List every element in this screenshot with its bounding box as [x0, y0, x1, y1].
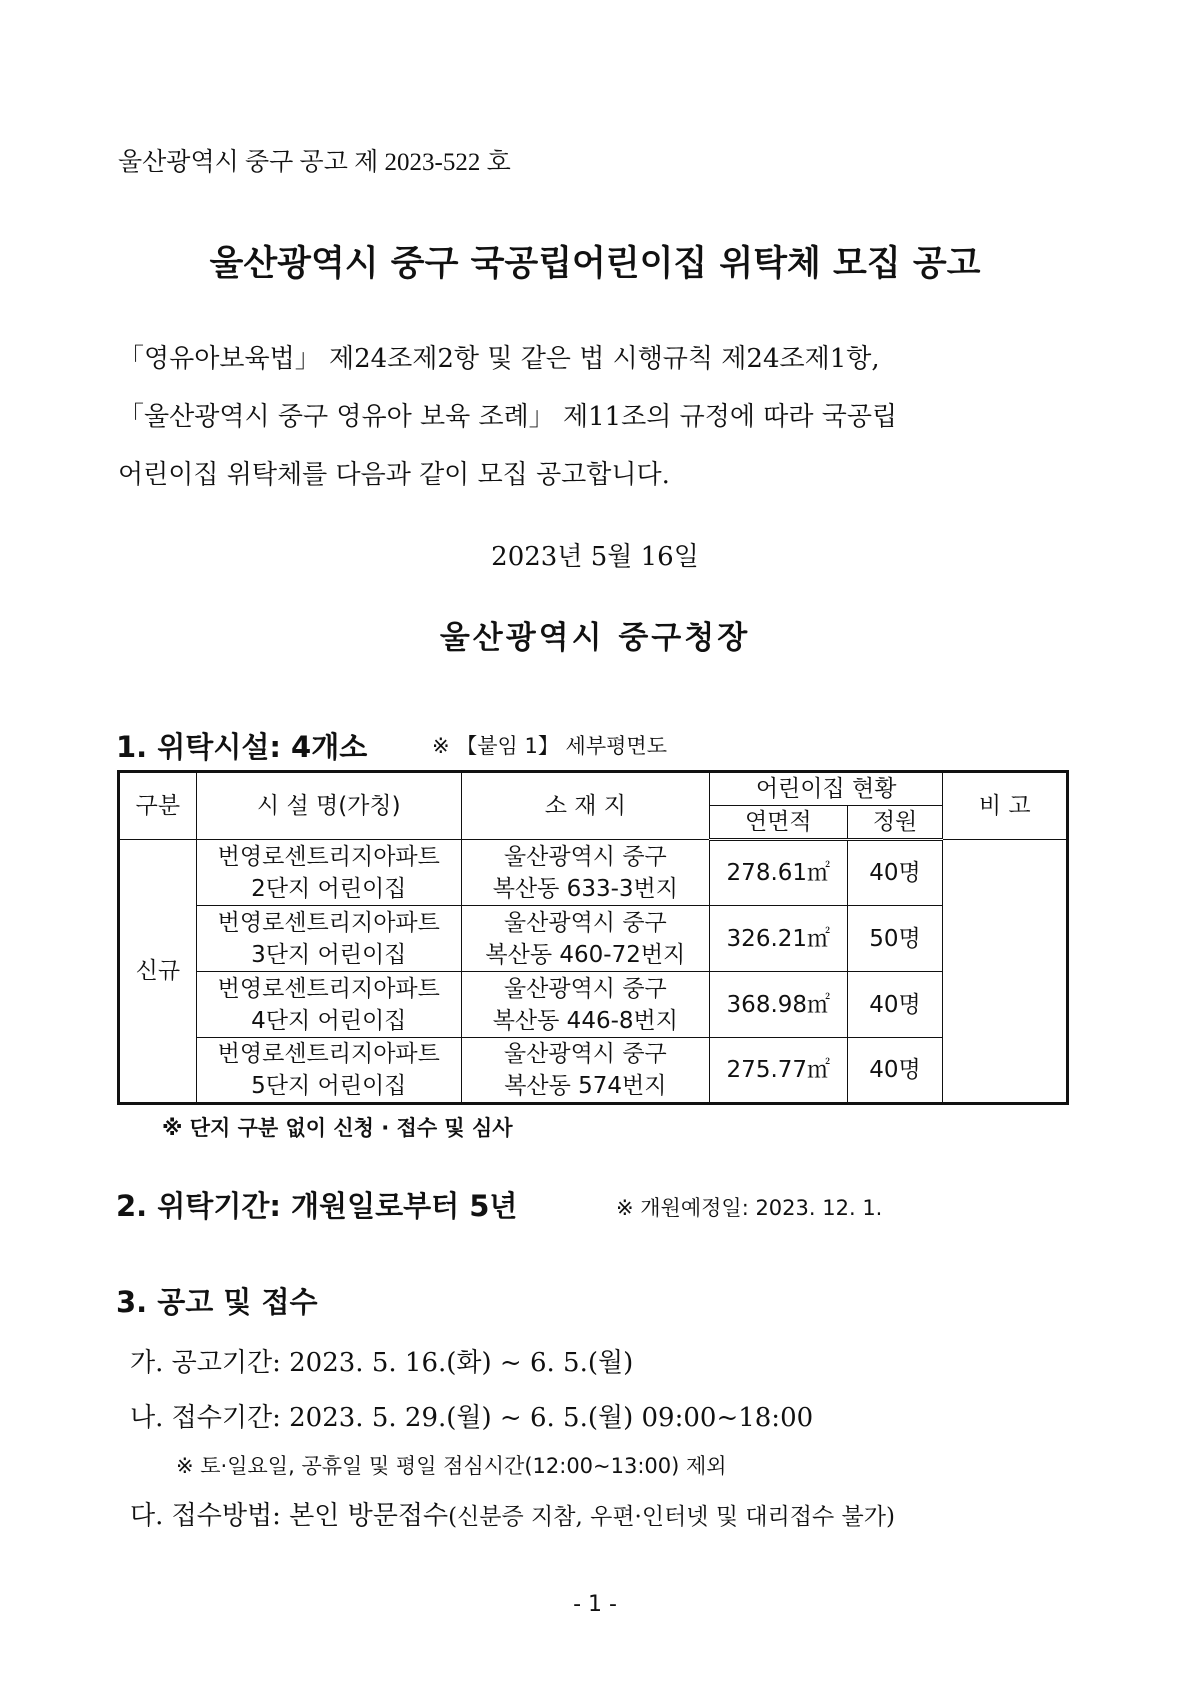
location-cell: 울산광역시 중구 복산동 633-3번지: [461, 840, 709, 906]
remarks-cell: [943, 840, 1068, 1104]
section3-heading: 3. 공고 및 접수: [116, 1285, 318, 1319]
announcement-date: 2023년 5월 16일: [491, 542, 699, 572]
location-cell: 울산광역시 중구 복산동 574번지: [461, 1038, 709, 1104]
header-category: 구분: [119, 772, 197, 840]
table-row: [119, 1038, 1068, 1104]
facility-table: [117, 770, 1069, 1105]
facility-name-cell: 번영로센트리지아파트 5단지 어린이집: [196, 1038, 461, 1104]
capacity-cell: 40명: [847, 972, 943, 1038]
section3-item-na: 나. 접수기간: 2023. 5. 29.(월) ~ 6. 5.(월) 09:00~18:00: [130, 1403, 814, 1433]
facility-name-cell: 번영로센트리지아파트 3단지 어린이집: [196, 906, 461, 972]
header-location: 소 재 지: [461, 772, 709, 840]
header-status: 어린이집 현황: [709, 772, 942, 806]
capacity-cell: 50명: [847, 906, 943, 972]
facility-name-cell: 번영로센트리지아파트 4단지 어린이집: [196, 972, 461, 1038]
table-row: [119, 840, 1068, 906]
section1-heading: 1. 위탁시설: 4개소: [116, 730, 368, 764]
section2-note: ※ 개원예정일: 2023. 12. 1.: [616, 1196, 883, 1220]
area-cell: 275.77㎡: [709, 1038, 847, 1104]
section1-footnote: ※ 단지 구분 없이 신청 · 접수 및 심사: [162, 1116, 513, 1140]
signer: 울산광역시 중구청장: [439, 620, 751, 656]
section1-note: ※ 【붙임 1】 세부평면도: [432, 734, 667, 758]
area-cell: 278.61㎡: [709, 840, 847, 906]
section3-item-ga: 가. 공고기간: 2023. 5. 16.(화) ~ 6. 5.(월): [130, 1348, 634, 1378]
area-cell: 368.98㎡: [709, 972, 847, 1038]
area-cell: 326.21㎡: [709, 906, 847, 972]
location-cell: 울산광역시 중구 복산동 446-8번지: [461, 972, 709, 1038]
section3-item-na-note: ※ 토·일요일, 공휴일 및 평일 점심시간(12:00~13:00) 제외: [176, 1454, 727, 1478]
intro-line-3: 어린이집 위탁체를 다음과 같이 모집 공고합니다.: [118, 460, 670, 490]
section2-heading: 2. 위탁기간: 개원일로부터 5년: [116, 1189, 518, 1223]
notice-number: 울산광역시 중구 공고 제 2023-522 호: [118, 149, 511, 176]
table-row: [119, 906, 1068, 972]
facility-name-cell: 번영로센트리지아파트 2단지 어린이집: [196, 840, 461, 906]
header-area: 연면적: [709, 806, 847, 840]
page-number: - 1 -: [573, 1592, 617, 1617]
document-title: 울산광역시 중구 국공립어린이집 위탁체 모집 공고: [209, 244, 981, 284]
capacity-cell: 40명: [847, 840, 943, 906]
section3-item-da: [130, 1495, 895, 1532]
table-row: [119, 972, 1068, 1038]
category-cell: 신규: [119, 840, 197, 1104]
capacity-cell: 40명: [847, 1038, 943, 1104]
intro-line-2: 「울산광역시 중구 영유아 보육 조례」 제11조의 규정에 따라 국공립: [118, 402, 898, 432]
location-cell: 울산광역시 중구 복산동 460-72번지: [461, 906, 709, 972]
header-capacity: 정원: [847, 806, 943, 840]
header-remarks: 비 고: [943, 772, 1068, 840]
header-facility-name: 시 설 명(가칭): [196, 772, 461, 840]
item-da-detail: (신분증 지참, 우편·인터넷 및 대리접수 불가): [448, 1504, 895, 1530]
intro-line-1: 「영유아보육법」 제24조제2항 및 같은 법 시행규칙 제24조제1항,: [118, 344, 880, 374]
item-da-main: 다. 접수방법: 본인 방문접수: [130, 1501, 449, 1531]
